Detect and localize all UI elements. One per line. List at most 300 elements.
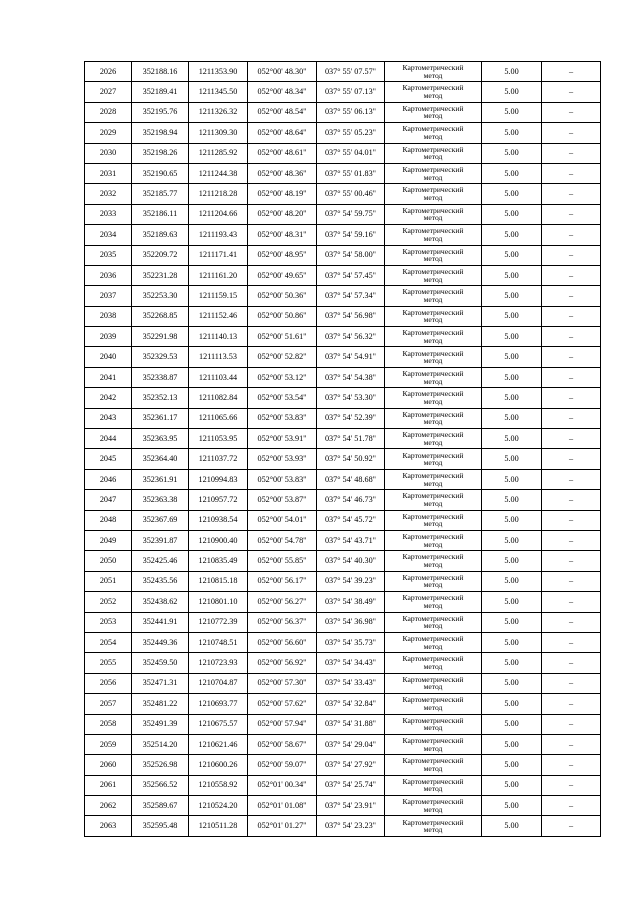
- y-coordinate-cell: 1210524.20: [189, 796, 248, 816]
- latitude-cell: 052°00' 48.54": [248, 102, 317, 122]
- method-line-1: Картометрический: [402, 83, 464, 93]
- note-cell: –: [542, 816, 601, 836]
- method-line-1: Картометрический: [402, 674, 464, 684]
- point-number-cell: 2038: [85, 306, 132, 326]
- point-number-cell: 2047: [85, 490, 132, 510]
- accuracy-cell: 5.00: [482, 816, 542, 836]
- longitude-cell: 037° 54' 56.32": [317, 327, 385, 347]
- x-coordinate-cell: 352589.67: [132, 796, 189, 816]
- longitude-cell: 037° 54' 36.98": [317, 612, 385, 632]
- method-cell: [385, 367, 482, 387]
- point-number-cell: 2056: [85, 673, 132, 693]
- y-coordinate-cell: 1210957.72: [189, 490, 248, 510]
- method-cell: [385, 510, 482, 530]
- method-cell: [385, 714, 482, 734]
- method-line-1: Картометрический: [402, 695, 464, 705]
- longitude-cell: 037° 54' 53.30": [317, 388, 385, 408]
- method-line-1: Картометрический: [402, 307, 464, 317]
- method-cell: [385, 551, 482, 571]
- method-cell: [385, 82, 482, 102]
- note-cell: –: [542, 245, 601, 265]
- y-coordinate-cell: 1210600.26: [189, 755, 248, 775]
- method-line-1: Картометрический: [402, 63, 464, 73]
- latitude-cell: 052°00' 53.54": [248, 388, 317, 408]
- latitude-cell: 052°00' 53.83": [248, 469, 317, 489]
- point-number-cell: 2051: [85, 571, 132, 591]
- accuracy-cell: 5.00: [482, 592, 542, 612]
- method-line-2: метод: [423, 417, 443, 427]
- point-number-cell: 2028: [85, 102, 132, 122]
- x-coordinate-cell: 352198.26: [132, 143, 189, 163]
- method-line-1: Картометрический: [402, 613, 464, 623]
- method-cell: [385, 306, 482, 326]
- note-cell: –: [542, 714, 601, 734]
- method-line-2: метод: [423, 233, 443, 243]
- y-coordinate-cell: 1211113.53: [189, 347, 248, 367]
- latitude-cell: 052°01' 01.27": [248, 816, 317, 836]
- y-coordinate-cell: 1211152.46: [189, 306, 248, 326]
- x-coordinate-cell: 352231.28: [132, 265, 189, 285]
- method-line-2: метод: [423, 294, 443, 304]
- note-cell: –: [542, 204, 601, 224]
- accuracy-cell: 5.00: [482, 143, 542, 163]
- note-cell: –: [542, 143, 601, 163]
- table-row: [85, 225, 601, 245]
- latitude-cell: 052°00' 48.19": [248, 184, 317, 204]
- method-line-1: Картометрический: [402, 511, 464, 521]
- y-coordinate-cell: 1211285.92: [189, 143, 248, 163]
- method-line-1: Картометрический: [402, 368, 464, 378]
- note-cell: –: [542, 286, 601, 306]
- latitude-cell: 052°00' 49.65": [248, 265, 317, 285]
- note-cell: –: [542, 449, 601, 469]
- note-cell: –: [542, 775, 601, 795]
- point-number-cell: 2029: [85, 123, 132, 143]
- method-line-2: метод: [423, 335, 443, 345]
- method-line-2: метод: [423, 498, 443, 508]
- method-line-1: Картометрический: [402, 246, 464, 256]
- y-coordinate-cell: 1211218.28: [189, 184, 248, 204]
- latitude-cell: 052°00' 57.62": [248, 694, 317, 714]
- note-cell: –: [542, 367, 601, 387]
- point-number-cell: 2054: [85, 632, 132, 652]
- longitude-cell: 037° 54' 45.72": [317, 510, 385, 530]
- x-coordinate-cell: 352514.20: [132, 734, 189, 754]
- table-row: [85, 469, 601, 489]
- y-coordinate-cell: 1211161.20: [189, 265, 248, 285]
- accuracy-cell: 5.00: [482, 530, 542, 550]
- method-line-2: метод: [423, 254, 443, 264]
- method-line-2: метод: [423, 804, 443, 814]
- method-line-2: метод: [423, 743, 443, 753]
- method-cell: [385, 490, 482, 510]
- point-number-cell: 2040: [85, 347, 132, 367]
- method-cell: [385, 755, 482, 775]
- method-line-1: Картометрический: [402, 165, 464, 175]
- method-cell: [385, 530, 482, 550]
- note-cell: –: [542, 469, 601, 489]
- note-cell: –: [542, 123, 601, 143]
- accuracy-cell: 5.00: [482, 204, 542, 224]
- note-cell: –: [542, 755, 601, 775]
- method-line-2: метод: [423, 763, 443, 773]
- longitude-cell: 037° 55' 06.13": [317, 102, 385, 122]
- point-number-cell: 2044: [85, 429, 132, 449]
- point-number-cell: 2043: [85, 408, 132, 428]
- method-line-1: Картометрический: [402, 389, 464, 399]
- latitude-cell: 052°00' 56.27": [248, 592, 317, 612]
- note-cell: –: [542, 796, 601, 816]
- accuracy-cell: 5.00: [482, 694, 542, 714]
- method-line-2: метод: [423, 600, 443, 610]
- method-cell: [385, 775, 482, 795]
- longitude-cell: 037° 55' 07.57": [317, 62, 385, 82]
- accuracy-cell: 5.00: [482, 245, 542, 265]
- method-line-1: Картометрический: [402, 205, 464, 215]
- table-row: [85, 714, 601, 734]
- accuracy-cell: 5.00: [482, 632, 542, 652]
- latitude-cell: 052°00' 57.30": [248, 673, 317, 693]
- table-row: [85, 816, 601, 836]
- method-cell: [385, 653, 482, 673]
- accuracy-cell: 5.00: [482, 449, 542, 469]
- y-coordinate-cell: 1210723.93: [189, 653, 248, 673]
- method-line-2: метод: [423, 356, 443, 366]
- x-coordinate-cell: 352363.38: [132, 490, 189, 510]
- point-number-cell: 2063: [85, 816, 132, 836]
- latitude-cell: 052°00' 53.83": [248, 408, 317, 428]
- point-number-cell: 2059: [85, 734, 132, 754]
- x-coordinate-cell: 352435.56: [132, 571, 189, 591]
- longitude-cell: 037° 54' 54.38": [317, 367, 385, 387]
- x-coordinate-cell: 352367.69: [132, 510, 189, 530]
- table-row: [85, 449, 601, 469]
- table-row: [85, 245, 601, 265]
- x-coordinate-cell: 352190.65: [132, 163, 189, 183]
- y-coordinate-cell: 1210801.10: [189, 592, 248, 612]
- y-coordinate-cell: 1211037.72: [189, 449, 248, 469]
- latitude-cell: 052°00' 56.60": [248, 632, 317, 652]
- x-coordinate-cell: 352188.16: [132, 62, 189, 82]
- latitude-cell: 052°00' 56.17": [248, 571, 317, 591]
- y-coordinate-cell: 1211244.38: [189, 163, 248, 183]
- y-coordinate-cell: 1211140.13: [189, 327, 248, 347]
- note-cell: –: [542, 306, 601, 326]
- longitude-cell: 037° 54' 54.91": [317, 347, 385, 367]
- latitude-cell: 052°01' 00.34": [248, 775, 317, 795]
- y-coordinate-cell: 1210772.39: [189, 612, 248, 632]
- method-line-2: метод: [423, 702, 443, 712]
- method-line-2: метод: [423, 641, 443, 651]
- longitude-cell: 037° 54' 57.45": [317, 265, 385, 285]
- latitude-cell: 052°00' 48.61": [248, 143, 317, 163]
- point-number-cell: 2050: [85, 551, 132, 571]
- y-coordinate-cell: 1210693.77: [189, 694, 248, 714]
- latitude-cell: 052°00' 55.85": [248, 551, 317, 571]
- method-line-1: Картометрический: [402, 124, 464, 134]
- table-row: [85, 82, 601, 102]
- method-cell: [385, 143, 482, 163]
- method-cell: [385, 388, 482, 408]
- point-number-cell: 2033: [85, 204, 132, 224]
- x-coordinate-cell: 352198.94: [132, 123, 189, 143]
- note-cell: –: [542, 734, 601, 754]
- latitude-cell: 052°00' 52.82": [248, 347, 317, 367]
- accuracy-cell: 5.00: [482, 62, 542, 82]
- method-cell: [385, 429, 482, 449]
- x-coordinate-cell: 352329.53: [132, 347, 189, 367]
- note-cell: –: [542, 592, 601, 612]
- table-row: [85, 184, 601, 204]
- x-coordinate-cell: 352595.48: [132, 816, 189, 836]
- point-number-cell: 2026: [85, 62, 132, 82]
- accuracy-cell: 5.00: [482, 388, 542, 408]
- note-cell: –: [542, 510, 601, 530]
- y-coordinate-cell: 1211171.41: [189, 245, 248, 265]
- longitude-cell: 037° 54' 43.71": [317, 530, 385, 550]
- table-row: [85, 632, 601, 652]
- longitude-cell: 037° 54' 34.43": [317, 653, 385, 673]
- method-line-2: метод: [423, 91, 443, 101]
- method-cell: [385, 632, 482, 652]
- table-row: [85, 429, 601, 449]
- accuracy-cell: 5.00: [482, 551, 542, 571]
- x-coordinate-cell: 352291.98: [132, 327, 189, 347]
- table-row: [85, 408, 601, 428]
- latitude-cell: 052°00' 57.94": [248, 714, 317, 734]
- table-row: [85, 62, 601, 82]
- x-coordinate-cell: 352459.50: [132, 653, 189, 673]
- method-cell: [385, 163, 482, 183]
- x-coordinate-cell: 352471.31: [132, 673, 189, 693]
- accuracy-cell: 5.00: [482, 123, 542, 143]
- latitude-cell: 052°00' 48.31": [248, 225, 317, 245]
- x-coordinate-cell: 352253.30: [132, 286, 189, 306]
- accuracy-cell: 5.00: [482, 734, 542, 754]
- method-cell: [385, 225, 482, 245]
- method-line-1: Картометрический: [402, 817, 464, 827]
- longitude-cell: 037° 54' 27.92": [317, 755, 385, 775]
- x-coordinate-cell: 352189.63: [132, 225, 189, 245]
- table-row: [85, 612, 601, 632]
- table-row: [85, 734, 601, 754]
- method-line-1: Картометрический: [402, 654, 464, 664]
- point-number-cell: 2031: [85, 163, 132, 183]
- longitude-cell: 037° 54' 39.23": [317, 571, 385, 591]
- method-cell: [385, 347, 482, 367]
- method-line-2: метод: [423, 315, 443, 325]
- method-cell: [385, 408, 482, 428]
- table-row: [85, 265, 601, 285]
- table-row: [85, 388, 601, 408]
- longitude-cell: 037° 54' 57.34": [317, 286, 385, 306]
- method-line-2: метод: [423, 458, 443, 468]
- method-cell: [385, 469, 482, 489]
- accuracy-cell: 5.00: [482, 306, 542, 326]
- table-row: [85, 163, 601, 183]
- x-coordinate-cell: 352352.13: [132, 388, 189, 408]
- method-line-2: метод: [423, 519, 443, 529]
- accuracy-cell: 5.00: [482, 225, 542, 245]
- longitude-cell: 037° 54' 25.74": [317, 775, 385, 795]
- method-line-2: метод: [423, 274, 443, 284]
- latitude-cell: 052°00' 56.92": [248, 653, 317, 673]
- method-cell: [385, 204, 482, 224]
- longitude-cell: 037° 55' 01.83": [317, 163, 385, 183]
- y-coordinate-cell: 1211159.15: [189, 286, 248, 306]
- point-number-cell: 2034: [85, 225, 132, 245]
- table-row: [85, 123, 601, 143]
- y-coordinate-cell: 1210704.87: [189, 673, 248, 693]
- longitude-cell: 037° 54' 59.16": [317, 225, 385, 245]
- point-number-cell: 2058: [85, 714, 132, 734]
- y-coordinate-cell: 1211345.50: [189, 82, 248, 102]
- accuracy-cell: 5.00: [482, 184, 542, 204]
- table-body: [85, 62, 601, 837]
- method-cell: [385, 571, 482, 591]
- latitude-cell: 052°00' 53.87": [248, 490, 317, 510]
- point-number-cell: 2032: [85, 184, 132, 204]
- x-coordinate-cell: 352364.40: [132, 449, 189, 469]
- accuracy-cell: 5.00: [482, 327, 542, 347]
- longitude-cell: 037° 54' 33.43": [317, 673, 385, 693]
- method-line-1: Картометрический: [402, 572, 464, 582]
- x-coordinate-cell: 352438.62: [132, 592, 189, 612]
- note-cell: –: [542, 184, 601, 204]
- latitude-cell: 052°00' 54.01": [248, 510, 317, 530]
- accuracy-cell: 5.00: [482, 469, 542, 489]
- longitude-cell: 037° 54' 29.04": [317, 734, 385, 754]
- x-coordinate-cell: 352195.76: [132, 102, 189, 122]
- latitude-cell: 052°00' 50.36": [248, 286, 317, 306]
- point-number-cell: 2062: [85, 796, 132, 816]
- y-coordinate-cell: 1211053.95: [189, 429, 248, 449]
- accuracy-cell: 5.00: [482, 408, 542, 428]
- method-line-1: Картометрический: [402, 491, 464, 501]
- note-cell: –: [542, 388, 601, 408]
- x-coordinate-cell: 352425.46: [132, 551, 189, 571]
- method-cell: [385, 816, 482, 836]
- method-cell: [385, 123, 482, 143]
- method-line-1: Картометрический: [402, 593, 464, 603]
- accuracy-cell: 5.00: [482, 673, 542, 693]
- method-line-1: Картометрический: [402, 552, 464, 562]
- point-number-cell: 2030: [85, 143, 132, 163]
- note-cell: –: [542, 163, 601, 183]
- method-line-2: метод: [423, 437, 443, 447]
- x-coordinate-cell: 352441.91: [132, 612, 189, 632]
- latitude-cell: 052°01' 01.08": [248, 796, 317, 816]
- method-cell: [385, 62, 482, 82]
- y-coordinate-cell: 1210511.28: [189, 816, 248, 836]
- x-coordinate-cell: 352449.36: [132, 632, 189, 652]
- longitude-cell: 037° 54' 46.73": [317, 490, 385, 510]
- point-number-cell: 2055: [85, 653, 132, 673]
- note-cell: –: [542, 429, 601, 449]
- longitude-cell: 037° 55' 05.23": [317, 123, 385, 143]
- method-line-1: Картометрический: [402, 470, 464, 480]
- y-coordinate-cell: 1211204.66: [189, 204, 248, 224]
- latitude-cell: 052°00' 48.30": [248, 62, 317, 82]
- note-cell: –: [542, 632, 601, 652]
- note-cell: –: [542, 327, 601, 347]
- method-line-2: метод: [423, 723, 443, 733]
- y-coordinate-cell: 1211065.66: [189, 408, 248, 428]
- longitude-cell: 037° 54' 56.98": [317, 306, 385, 326]
- y-coordinate-cell: 1210938.54: [189, 510, 248, 530]
- y-coordinate-cell: 1211082.84: [189, 388, 248, 408]
- x-coordinate-cell: 352566.52: [132, 775, 189, 795]
- method-line-2: метод: [423, 682, 443, 692]
- method-line-2: метод: [423, 825, 443, 835]
- x-coordinate-cell: 352361.17: [132, 408, 189, 428]
- method-line-2: метод: [423, 152, 443, 162]
- table-row: [85, 306, 601, 326]
- table-row: [85, 775, 601, 795]
- table-row: [85, 755, 601, 775]
- point-number-cell: 2045: [85, 449, 132, 469]
- method-line-1: Картометрический: [402, 450, 464, 460]
- method-line-1: Картометрический: [402, 735, 464, 745]
- method-cell: [385, 265, 482, 285]
- method-line-1: Картометрический: [402, 797, 464, 807]
- accuracy-cell: 5.00: [482, 510, 542, 530]
- method-line-2: метод: [423, 193, 443, 203]
- table-row: [85, 694, 601, 714]
- method-cell: [385, 449, 482, 469]
- y-coordinate-cell: 1210748.51: [189, 632, 248, 652]
- x-coordinate-cell: 352186.11: [132, 204, 189, 224]
- note-cell: –: [542, 530, 601, 550]
- method-line-2: метод: [423, 478, 443, 488]
- latitude-cell: 052°00' 48.95": [248, 245, 317, 265]
- method-line-1: Картометрический: [402, 430, 464, 440]
- method-line-1: Картометрический: [402, 756, 464, 766]
- note-cell: –: [542, 265, 601, 285]
- x-coordinate-cell: 352491.39: [132, 714, 189, 734]
- x-coordinate-cell: 352391.87: [132, 530, 189, 550]
- method-line-1: Картометрический: [402, 409, 464, 419]
- method-line-2: метод: [423, 111, 443, 121]
- table-row: [85, 490, 601, 510]
- method-line-1: Картометрический: [402, 532, 464, 542]
- method-line-2: метод: [423, 539, 443, 549]
- point-number-cell: 2042: [85, 388, 132, 408]
- method-line-2: метод: [423, 784, 443, 794]
- method-cell: [385, 673, 482, 693]
- longitude-cell: 037° 55' 07.13": [317, 82, 385, 102]
- note-cell: –: [542, 653, 601, 673]
- method-line-2: метод: [423, 172, 443, 182]
- latitude-cell: 052°00' 53.12": [248, 367, 317, 387]
- longitude-cell: 037° 55' 00.46": [317, 184, 385, 204]
- method-cell: [385, 592, 482, 612]
- note-cell: –: [542, 347, 601, 367]
- table-row: [85, 530, 601, 550]
- point-number-cell: 2035: [85, 245, 132, 265]
- longitude-cell: 037° 54' 58.00": [317, 245, 385, 265]
- accuracy-cell: 5.00: [482, 490, 542, 510]
- latitude-cell: 052°00' 53.91": [248, 429, 317, 449]
- method-line-1: Картометрический: [402, 103, 464, 113]
- accuracy-cell: 5.00: [482, 347, 542, 367]
- accuracy-cell: 5.00: [482, 653, 542, 673]
- table-row: [85, 102, 601, 122]
- point-number-cell: 2049: [85, 530, 132, 550]
- accuracy-cell: 5.00: [482, 265, 542, 285]
- y-coordinate-cell: 1211353.90: [189, 62, 248, 82]
- y-coordinate-cell: 1210621.46: [189, 734, 248, 754]
